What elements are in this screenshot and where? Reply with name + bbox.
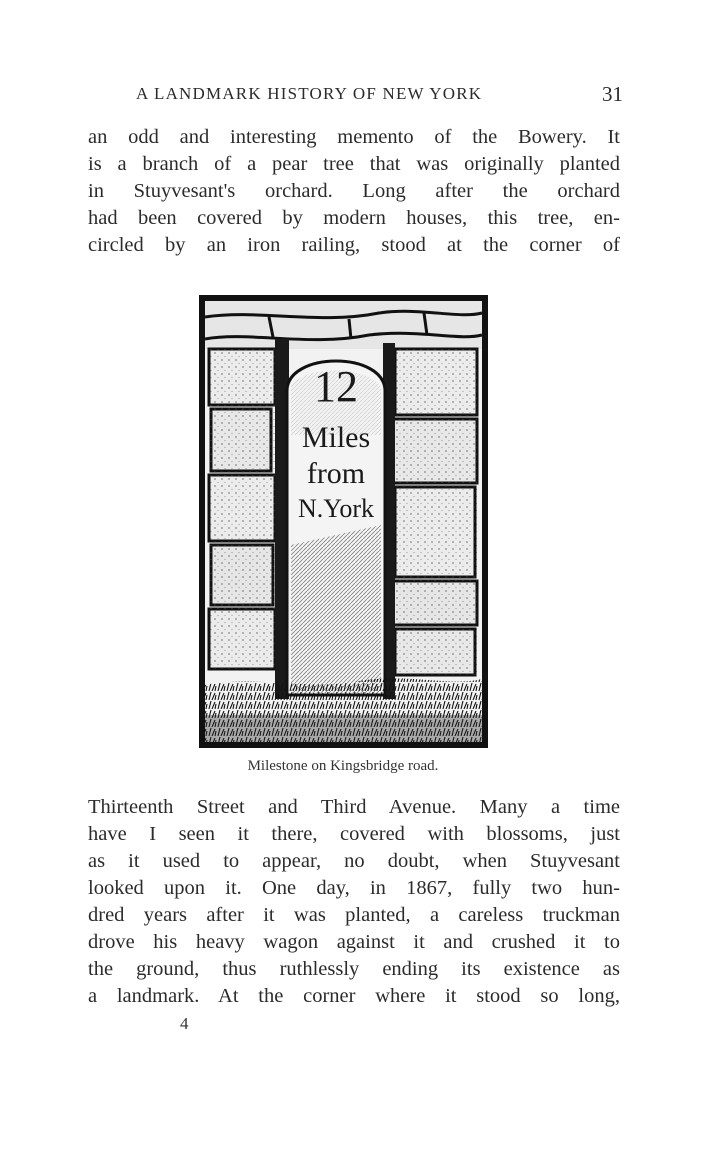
figure-caption: Milestone on Kingsbridge road. xyxy=(247,758,439,774)
text-line: is a branch of a pear tree that was originally planted xyxy=(88,153,620,175)
paragraph-top xyxy=(88,124,620,259)
stone-word: from xyxy=(306,457,366,490)
text-line: in Stuyvesant's orchard. Long after the orchard xyxy=(88,180,620,202)
stone-word: N.York xyxy=(297,494,375,523)
signature-mark: 4 xyxy=(180,1014,189,1033)
text-line: have I seen it there, covered with blossoms, just xyxy=(88,823,620,845)
text-line: as it used to appear, no doubt, when Stuyvesant xyxy=(88,850,620,872)
running-header xyxy=(88,82,623,112)
text-line: looked upon it. One day, in 1867, fully two hun- xyxy=(88,877,620,899)
text-line: a landmark. At the corner where it stood so long, xyxy=(88,985,620,1007)
paragraph-bottom xyxy=(88,794,620,1010)
text-line: drove his heavy wagon against it and crushed it to xyxy=(88,931,620,953)
milestone-illustration xyxy=(199,295,488,748)
milestone-drawing xyxy=(199,295,488,748)
running-title: A LANDMARK HISTORY OF NEW YORK xyxy=(136,84,483,103)
text-line: dred years after it was planted, a careless truckman xyxy=(88,904,620,926)
text-line: the ground, thus ruthlessly ending its existence as xyxy=(88,958,620,980)
text-line: had been covered by modern houses, this tree, en- xyxy=(88,207,620,229)
text-line: Thirteenth Street and Third Avenue. Many a time xyxy=(88,796,620,818)
stone-word: Miles xyxy=(301,421,371,454)
page-number: 31 xyxy=(602,82,623,106)
text-line: an odd and interesting memento of the Bowery. It xyxy=(88,126,620,148)
stone-number: 12 xyxy=(314,362,358,411)
text-line: circled by an iron railing, stood at the corner of xyxy=(88,234,620,256)
